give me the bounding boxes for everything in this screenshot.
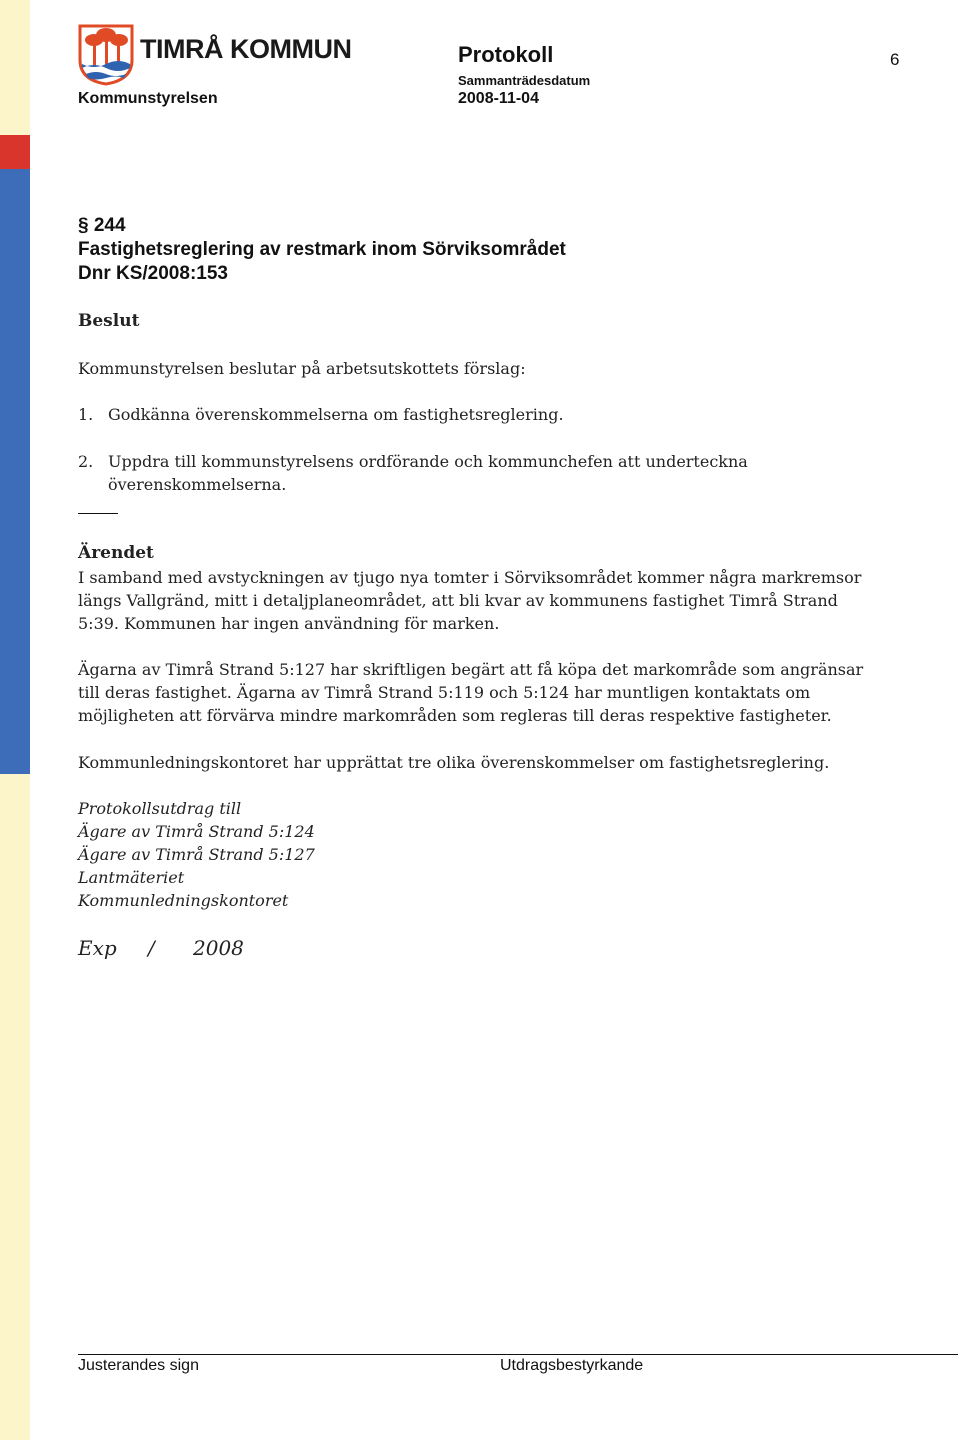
divider-rule [78, 513, 118, 514]
distribution-recipient: Lantmäteriet [78, 868, 185, 887]
organization-name: Kommunstyrelsen [78, 90, 218, 107]
section-sign: § [78, 215, 94, 236]
page-number: 6 [890, 50, 900, 69]
meeting-date-label: Sammanträdesdatum [458, 73, 591, 88]
margin-strip-blue [0, 169, 30, 774]
case-title: Fastighetsreglering av restmark inom Sörviksområdet [78, 239, 566, 260]
distribution-heading: Protokollsutdrag till [78, 799, 242, 818]
matter-heading: Ärendet [78, 543, 154, 563]
municipality-name: TIMRÅ KOMMUN [140, 34, 352, 64]
decision-item-number: 2. [78, 452, 94, 471]
matter-paragraph: Kommunledningskontoret har upprättat tre olika överenskommelser om fastighetsreglering. [78, 753, 830, 772]
extract-certification-label: Utdragsbestyrkande [500, 1357, 644, 1374]
footer-rule [78, 1354, 958, 1355]
case-dnr: Dnr KS/2008:153 [78, 263, 228, 284]
decision-item: Godkänna överenskommelserna om fastighetsreglering. [108, 405, 564, 424]
decision-item: Uppdra till kommunstyrelsens ordförande och kommunchefen att underteckna överenskommelserna. [108, 452, 748, 494]
distribution-recipient: Ägare av Timrå Strand 5:127 [78, 845, 315, 864]
matter-paragraph: Ägarna av Timrå Strand 5:127 har skriftligen begärt att få köpa det markområde som angränsar till deras fastighet. Ägarna av Timrå Strand 5:119 och 5:124 har muntligen kontaktats om möjligheten att förvärva mindre markområden som regleras till deras respektive fastigheter. [78, 660, 864, 725]
exp-year: 2008 [193, 936, 244, 960]
distribution-recipient: Kommunledningskontoret [78, 891, 289, 910]
margin-strip-red [0, 135, 30, 169]
meeting-date: 2008-11-04 [458, 90, 539, 107]
margin-strip-top [0, 0, 30, 135]
document-title: Protokoll [458, 42, 554, 67]
exp-separator: / [148, 936, 155, 960]
decision-intro: Kommunstyrelsen beslutar på arbetsutskottets förslag: [78, 359, 526, 378]
matter-paragraph: I samband med avstyckningen av tjugo nya tomter i Sörviksområdet kommer några markremsor längs Vallgränd, mitt i detaljplaneområdet, att bli kvar av kommunens fastighet Timrå Strand 5:39. Kommunen har ingen användning för marken. [78, 568, 862, 633]
exp-label: Exp [78, 936, 117, 960]
decision-item-number: 1. [78, 405, 94, 424]
margin-strip-bottom [0, 774, 30, 1440]
distribution-recipient: Ägare av Timrå Strand 5:124 [78, 822, 315, 841]
municipality-crest-icon [76, 24, 136, 86]
case-heading [78, 214, 566, 286]
section-number: § 244 [78, 215, 126, 236]
adjuster-signature-label: Justerandes sign [78, 1357, 199, 1374]
decision-heading: Beslut [78, 311, 140, 331]
